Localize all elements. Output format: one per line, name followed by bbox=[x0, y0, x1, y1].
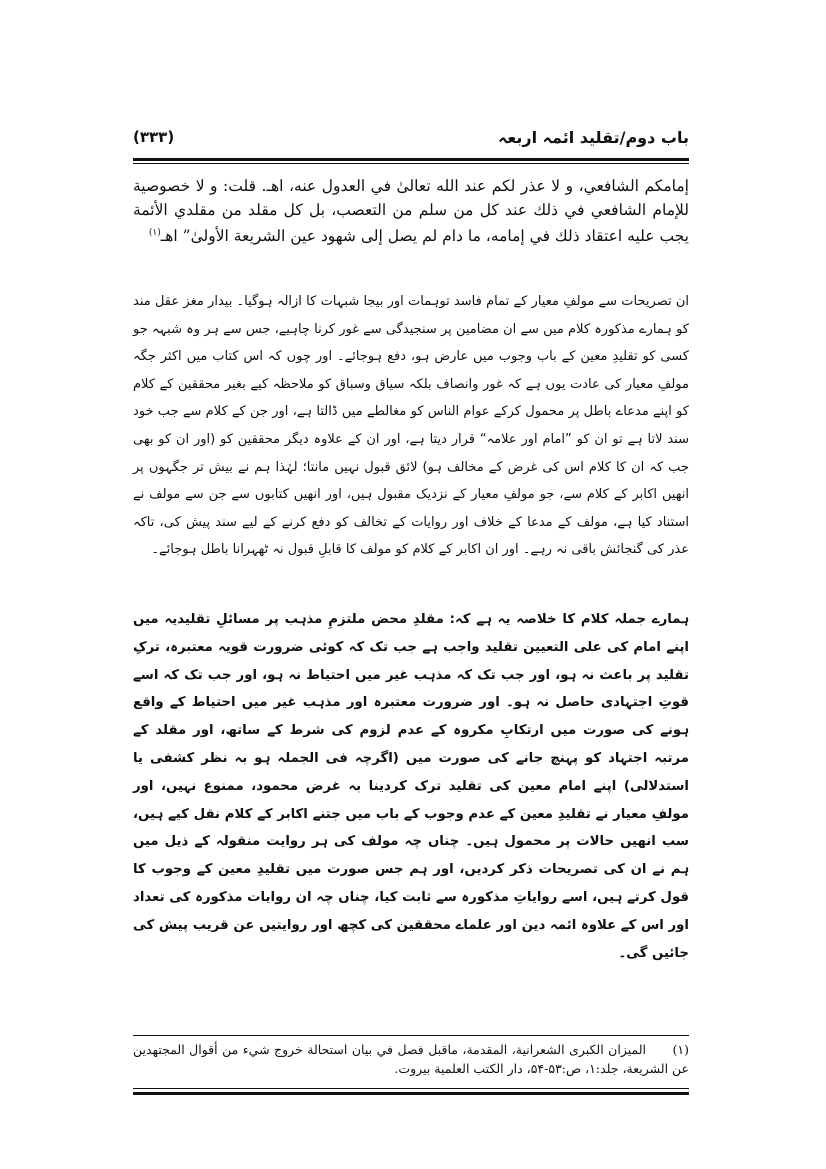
chapter-title: باب دوم/تقلید ائمہ اربعہ bbox=[497, 128, 689, 147]
arabic-quote-text: إمامكم الشافعي، و لا عذر لكم عند الله تعالىٰ في العدول عنه، اهـ. قلت: و لا خصوصية للإمام الشافعي في ذلك عند كل من سلم من التعصب، بل كل مقلد من مقلدي الأئمة يجب عليه اعتقاد ذلك في إمامه، ما دام لم يصل إلى شهود عين الشريعة الأولىٰ” اهـ bbox=[133, 177, 689, 246]
footnote-text: الميزان الكبرى الشعرانية، المقدمة، ماقبل فصل في بيان استحالة خروج شيء من أقوال المجتهدين عن الشريعة، جلد:۱، ص:۵۳-۵۴، دار الكتب العلمية بيروت. bbox=[133, 1042, 689, 1076]
footnote bbox=[133, 1040, 689, 1078]
header-rule-thin bbox=[133, 163, 689, 164]
footer-rule bbox=[133, 1092, 689, 1095]
paragraph-1: ان تصریحات سے مولفِ معیار کے تمام فاسد توہمات اور بیجا شبہات کا ازالہ ہوگیا۔ بیدار مغز عقل مند کو ہمارے مذکورہ کلام میں سے ان مضامین پر سنجیدگی سے غور کرنا چاہیے، جس سے ہر وہ شبہہ جو کسی کو تقلیدِ معین کے باب وجوب میں عارض ہو، دفع ہوجائے۔ اور چوں کہ اس کتاب میں اکثر جگہ مولفِ معیار کی عادت یوں ہے کہ غور وانصاف بلکہ سیاق وسباق کو ملاحظہ کیے بغیر محققین کے کلام کو اپنے مدعاے باطل پر محمول کرکے عوام الناس کو مغالطے میں ڈالتا ہے، اور جن کے کلام سے جب خود سند لاتا ہے تو ان کو ”امام اور علامہ“ قرار دیتا ہے، اور ان کے علاوہ دیگر محققین کو (اور ان کو بھی جب کہ ان کا کلام اس کی غرض کے مخالف ہو) لائق قبول نہیں مانتا؛ لہٰذا ہم نے بیش تر جگہوں پر انھیں اکابر کے کلام سے، جو مولفِ معیار کے نزدیک مقبول ہیں، اور انھیں کتابوں سے جن سے مولف نے استناد کیا ہے، مولف کے مدعا کے خلاف اور روایات کے تخالف کو دفع کرنے کے لیے سند پیش کی، تاکہ عذر کی گنجائش باقی نہ رہے۔ اور ان اکابر کے کلام کو مولف کا قابلِ قبول نہ ٹھہرانا باطل ہوجائے۔ bbox=[133, 294, 689, 558]
footnote-number: (۱) bbox=[672, 1042, 690, 1057]
paragraph-2-summary: ہمارے جملہ کلام کا خلاصہ یہ ہے کہ: مقلدِ محض ملتزمِ مذہب پر مسائلِ تقلیدیہ میں اپنے امام کی علی التعیین تقلید واجب ہے جب تک کہ کوئی ضرورت قویہ معتبرہ، ترکِ تقلید پر باعث نہ ہو، اور جب تک کہ مذہب غیر میں احتیاط نہ ہو، اور جب تک کہ اسے قوتِ اجتہادی حاصل نہ ہو۔ اور ضرورت معتبرہ اور مذہب غیر میں احتیاط کے واقع ہونے کی صورت میں ارتکابِ مکروہ کے عدم لزوم کی شرط کے ساتھ، اور مقلد کے مرتبہ اجتہاد کو پہنچ جانے کی صورت میں (اگرچہ فی الجملہ ہو بہ نظر کشفی یا استدلالی) اپنے امام معین کی تقلید ترک کردینا بہ غرض محمود، ممنوع نہیں، اور مولفِ معیار نے تقلیدِ معین کے عدم وجوب کے باب میں جتنے اکابر کے کلام نقل کیے ہیں، سب انھیں حالات پر محمول ہیں۔ چناں چہ مولف کی ہر روایت منقولہ کے ذیل میں ہم نے ان کی تصریحات ذکر کردیں، اور ہم جس صورت میں تقلیدِ معین کے وجوب کا قول کرتے ہیں، اسے روایاتِ مذکورہ سے ثابت کیا، چناں چہ ان روایات مذکورہ کی تعداد اور اس کے علاوہ ائمہ دین اور علماے محققین کی کچھ اور روایتیں عن قریب پیش کی جائیں گی۔ bbox=[133, 612, 689, 961]
footer-rule-thin bbox=[133, 1088, 689, 1089]
page-number: (۳۳۳) bbox=[133, 128, 175, 146]
page-header bbox=[133, 128, 689, 154]
footnote-rule bbox=[133, 1035, 689, 1036]
header-rule bbox=[133, 158, 689, 161]
arabic-quote-ref: (۱) bbox=[148, 228, 161, 238]
arabic-quote bbox=[133, 175, 689, 249]
